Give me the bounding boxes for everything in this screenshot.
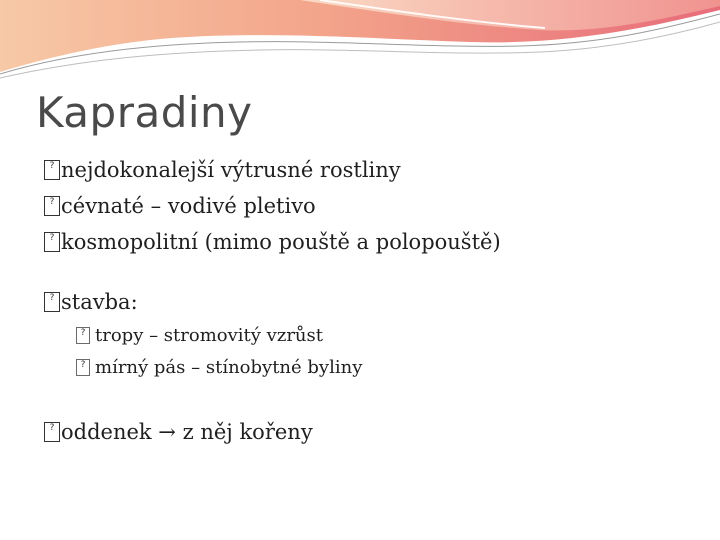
bullet-text: nejdokonalejší výtrusné rostliny	[61, 158, 401, 182]
sub-bullet-text: tropy – stromovitý vzrůst	[95, 325, 323, 346]
bullet-item	[44, 188, 684, 224]
missing-glyph-bullet-icon: ?	[44, 422, 60, 442]
bullet-item	[44, 414, 684, 450]
slide-title: Kapradiny	[36, 88, 253, 137]
bullet-list	[44, 152, 684, 450]
header-swoosh-decoration	[0, 0, 720, 90]
spacer	[44, 260, 684, 284]
sub-bullet-item	[44, 320, 684, 352]
bullet-text: cévnaté – vodivé pletivo	[61, 194, 316, 218]
bullet-text: oddenek → z něj kořeny	[61, 420, 313, 444]
bullet-text: stavba:	[61, 290, 138, 314]
missing-glyph-bullet-icon: ?	[44, 232, 60, 252]
missing-glyph-bullet-icon: ?	[44, 292, 60, 312]
bullet-item	[44, 152, 684, 188]
sub-bullet-item	[44, 352, 684, 384]
spacer	[44, 384, 684, 414]
bullet-text: kosmopolitní (mimo pouště a polopouště)	[61, 230, 501, 254]
sub-bullet-text: mírný pás – stínobytné byliny	[95, 357, 363, 378]
missing-glyph-bullet-icon: ?	[76, 359, 90, 376]
missing-glyph-bullet-icon: ?	[44, 160, 60, 180]
bullet-item	[44, 224, 684, 260]
bullet-item	[44, 284, 684, 320]
missing-glyph-bullet-icon: ?	[44, 196, 60, 216]
missing-glyph-bullet-icon: ?	[76, 327, 90, 344]
